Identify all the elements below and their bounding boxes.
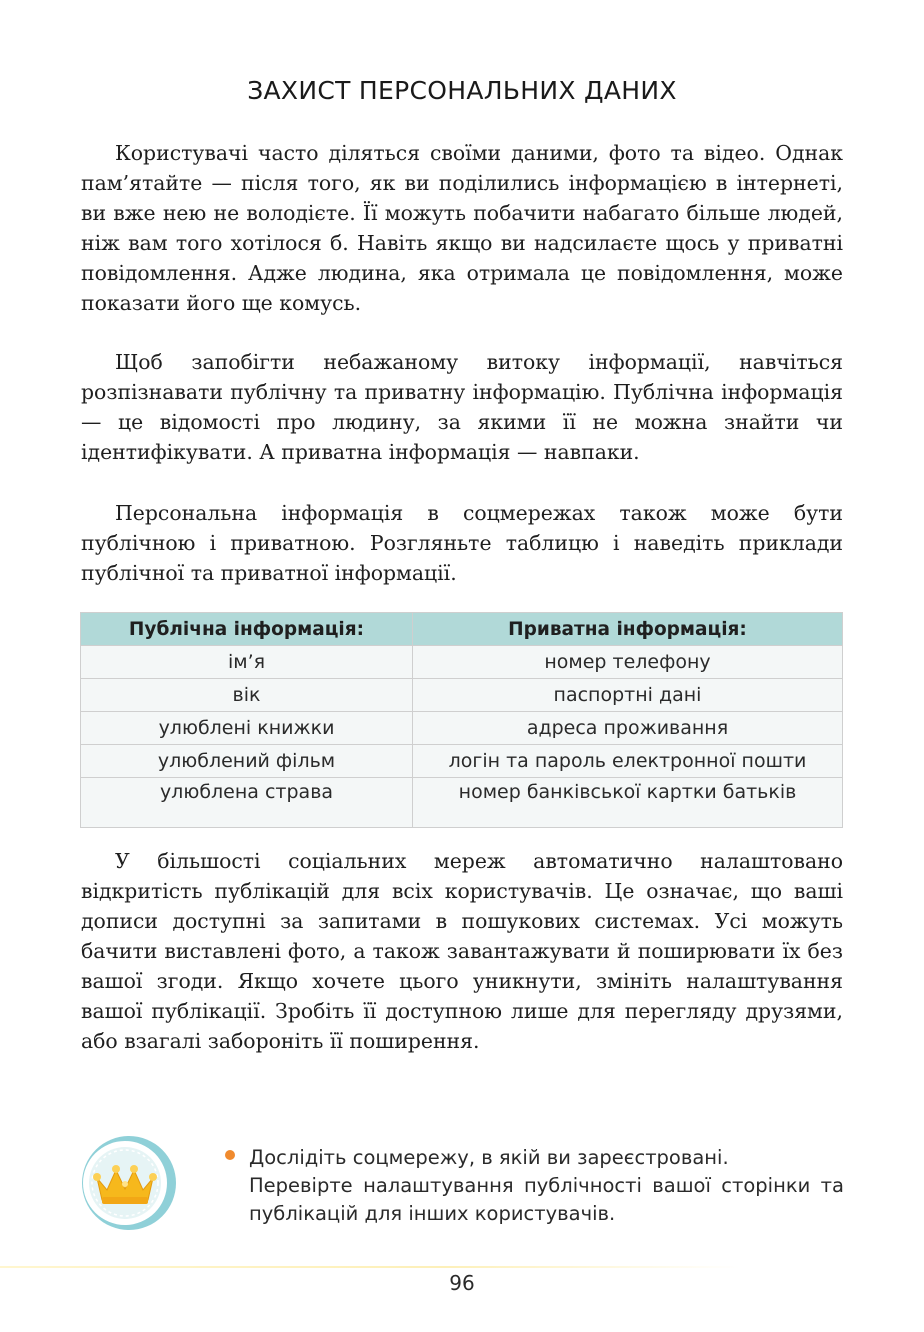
- paragraph-intro: Користувачі часто діляться своїми даними, фото та відео. Однак пам’ятайте — після того, як ви поділились інформацією в інтернеті, ви вже нею не володієте. Її можуть побачити набагато більше людей, ніж вам того хотілося б. Навіть якщо ви надсилаєте щось у приватні повідомлення. Адже людина, яка отримала це повідомлення, може показати його ще комусь.: [81, 141, 843, 315]
- cell-private: паспортні дані: [413, 679, 843, 712]
- table-row: [81, 679, 843, 712]
- page-title: ЗАХИСТ ПЕРСОНАЛЬНИХ ДАНИХ: [247, 76, 677, 105]
- bullet-dot: [225, 1150, 235, 1160]
- info-table: [80, 612, 843, 828]
- cell-public: улюблені книжки: [81, 712, 413, 745]
- task-line-1: Дослідіть соцмережу, в якій ви зареєстровані.: [249, 1146, 729, 1169]
- paragraph-prevention: Щоб запобігти небажаному витоку інформації, навчіться розпізнавати публічну та приватну інформацію. Публічна інформація — це відомості про людину, за якими її не можна знайти чи ідентифікувати. А приватна інформація — навпаки.: [81, 350, 843, 464]
- page-number: 96: [449, 1271, 475, 1295]
- cell-public: вік: [81, 679, 413, 712]
- cell-private: адреса проживання: [413, 712, 843, 745]
- cell-public: ім’я: [81, 646, 413, 679]
- table-row: [81, 646, 843, 679]
- cell-private: номер телефону: [413, 646, 843, 679]
- footer-divider: [0, 1266, 740, 1268]
- cell-private: логін та пароль електронної пошти: [413, 745, 843, 778]
- header-public: Публічна інформація:: [81, 613, 413, 646]
- paragraph-privacy-settings: У більшості соціальних мереж автоматично налаштовано відкритість публікацій для всіх користувачів. Це означає, що ваші дописи доступні за запитами в пошукових системах. Усі можуть бачити виставлені фото, а також завантажувати й поширювати їх без вашої згоди. Якщо хочете цього уникнути, змініть налаштування вашої публікації. Зробіть її доступною лише для перегляду друзями, або взагалі забороніть її поширення.: [81, 849, 843, 1053]
- task-text: [249, 1144, 844, 1228]
- task-line-2: Перевірте налаштування публічності вашої сторінки та публікацій для інших користувачів.: [249, 1174, 844, 1225]
- cell-private: номер банківської картки батьків: [413, 778, 843, 828]
- table-row: [81, 778, 843, 828]
- cell-public: улюблений фільм: [81, 745, 413, 778]
- table-header-row: [81, 613, 843, 646]
- header-private: Приватна інформація:: [413, 613, 843, 646]
- table-row: [81, 745, 843, 778]
- paragraph-table-intro: Персональна інформація в соцмережах також може бути публічною і приватною. Розгляньте таблицю і наведіть приклади публічної та приватної інформації.: [81, 501, 843, 585]
- crown-icon: [80, 1134, 178, 1232]
- cell-public: улюблена страва: [81, 778, 413, 828]
- table-row: [81, 712, 843, 745]
